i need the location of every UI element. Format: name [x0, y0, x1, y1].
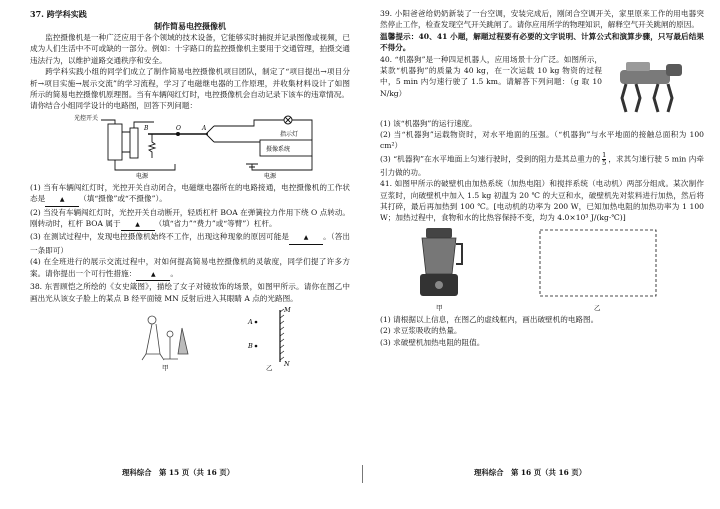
answer-blank-1[interactable]: ▲: [45, 194, 79, 206]
q40-sub3: (3) “机器狗”在水平地面上匀速行驶时，受到的阻力是其总重力的 $\frac{1}{5}$ ，求其匀速行驶 5 min 内牵引力做的功。: [380, 150, 704, 177]
q39-text: 39. 小阳爸爸给奶奶新装了一台空调，安装完成后，刚闭合空调开关，家里原来工作的用电器突然停止工作，检查发现空气开关跳闸了。请你应用所学的物理知识，解释空气开关跳闸的原因。: [380, 9, 704, 30]
q38-figures: [30, 304, 350, 372]
caption-jia-right: 甲: [436, 303, 443, 312]
lever-a-label: A: [202, 124, 207, 132]
caption-jia-left: 甲: [162, 363, 169, 372]
q37-item-3: (3) 在测试过程中，发现电控摄像机始终不工作，出现这种现象的原因可能是 ▲ 。（答出一条即可）: [30, 232, 351, 255]
q40-text: 40. “机器狗”是一种四足机器人，应用场景十分广泛。如图所示，某款“机器狗”的质量为 40 kg，在一次运载 10 kg 物资的过程中，5 min 内匀速行驶了 1.5 km。请解答下列问题：（g 取 10 N/kg）: [380, 54, 602, 98]
point-a-label: A: [248, 317, 253, 326]
mirror-figure: [255, 309, 284, 362]
lever-b-label: B: [144, 124, 149, 132]
circuit-drawing-box[interactable]: [540, 230, 656, 296]
q40-sub2: (2) 当“机器狗”运载物资时，对水平地面的压强。（“机器狗”与水平地面的接触总面积为 100 cm²）: [380, 130, 704, 151]
q41-sub2: (2) 求豆浆吸收的热量。: [380, 326, 462, 336]
fraction: $\frac{1}{5}$: [602, 150, 607, 167]
robot-dog-image: [602, 54, 694, 118]
power-label-2: 电源: [264, 172, 277, 180]
q37-title: 制作简易电控摄像机: [154, 21, 226, 31]
power-label-1: 电源: [136, 172, 149, 180]
footer-page-15: 理科综合 第 15 页（共 16 页）: [122, 468, 235, 477]
q41-text: 41. 如图甲所示的破壁机由加热系统（加热电阻）和搅拌系统（电动机）两部分组成。某次制作豆浆时，向破壁机中加入 1.5 kg 初温为 20 ℃ 的大豆和水，破壁机先对浆料进行加热，然后将其打碎，最后再加热到 100 ℃。[电动机的功率为 200 W，已知加热电阻的加热功率为 1 100 W；加热过程中，食物和水的比热容保持不变，均为 4.0×10³ J/(kg·℃)]: [380, 179, 704, 223]
photo-switch-label: 光控开关: [74, 114, 99, 122]
blender-image: [420, 228, 462, 296]
point-b-label: B: [248, 341, 253, 350]
calc-tip: 温馨提示：40、41 小题，解题过程要有必要的文字说明、计算公式和演算步骤，只写最后结果不得分。: [380, 31, 704, 53]
q37-item-2: (2) 当没有车辆闯红灯时，光控开关自动断开，轻质杠杆 BOA 在弹簧拉力作用下绕 O 点转动。刚转动时，杠杆 BOA 属于 ▲ （填“省力”“费力”或“等臂”）杠杆。: [30, 207, 350, 232]
q41-sub1: (1) 请根据以上信息，在图乙的虚线框内，画出破壁机的电路图。: [380, 314, 599, 324]
page-divider: [362, 465, 363, 483]
q37-item-1: (1) 当有车辆闯红灯时，光控开关自动闭合，电磁继电器所在的电路接通，电控摄像机的工作状态是 ▲ （填“摄像”或“不摄像”）。: [30, 182, 350, 207]
answer-blank-2[interactable]: ▲: [121, 219, 155, 231]
caption-yi-left: 乙: [266, 363, 273, 372]
caption-yi-right: 乙: [594, 303, 601, 312]
q37-intro-2: 跨学科实践小组的同学们成立了制作简易电控摄像机项目团队，制定了“项目提出→项目分析→项目实施→展示交流”的学习流程，学习了电磁继电器的工作原理，并收集材料设计了如图所示的简易电控摄像机原理图。当有车辆闯红灯时，电控摄像机会自动记录下该车的违章情况。: [30, 67, 350, 100]
painting-figure: [142, 316, 188, 360]
circuit-diagram: [30, 112, 350, 182]
answer-blank-4[interactable]: ▲: [136, 269, 170, 281]
q41-figures: [380, 224, 700, 314]
q37-intro-3: 请你结合小组同学设计的电路图，回答下列问题：: [30, 101, 198, 111]
footer-page-16: 理科综合 第 16 页（共 16 页）: [474, 468, 587, 477]
bulb-label: 指示灯: [280, 130, 299, 138]
q38-text: 38. 东晋顾恺之所绘的《女史箴图》，描绘了女子对镜妆饰的场景，如图甲所示。请你在图乙中画出光从该女子脸上的某点 B 经平面镜 MN 反射后进入其眼睛 A 点的光路图。: [30, 282, 350, 303]
lever-o-label: O: [176, 124, 181, 132]
q37-heading: 37. 跨学科实践: [30, 9, 87, 19]
right-page: [368, 0, 720, 509]
q37-intro-1: 监控摄像机是一种广泛应用于各个领域的技术设备，它能够实时捕捉并记录图像或视频，已成为人们生活中不可或缺的一部分。例如：十字路口的监控摄像机主要用于交通管理，拍摄交通违法行为，以维护道路交通秩序和安全。: [30, 33, 350, 65]
mirror-n-label: N: [284, 359, 290, 368]
mirror-m-label: M: [284, 305, 291, 314]
camera-label: 摄像系统: [266, 145, 291, 153]
q41-sub3: (3) 求破壁机加热电阻的阻值。: [380, 337, 485, 347]
answer-blank-3[interactable]: ▲: [289, 232, 323, 244]
q40-sub1: (1) 该“机器狗”的运行速度。: [380, 118, 477, 128]
q37-item-4: (4) 在全班进行的展示交流过程中，对如何提高简易电控摄像机的灵敏度，同学们提了许多方案。请你提出一个可行性措施： ▲ 。: [30, 256, 350, 281]
